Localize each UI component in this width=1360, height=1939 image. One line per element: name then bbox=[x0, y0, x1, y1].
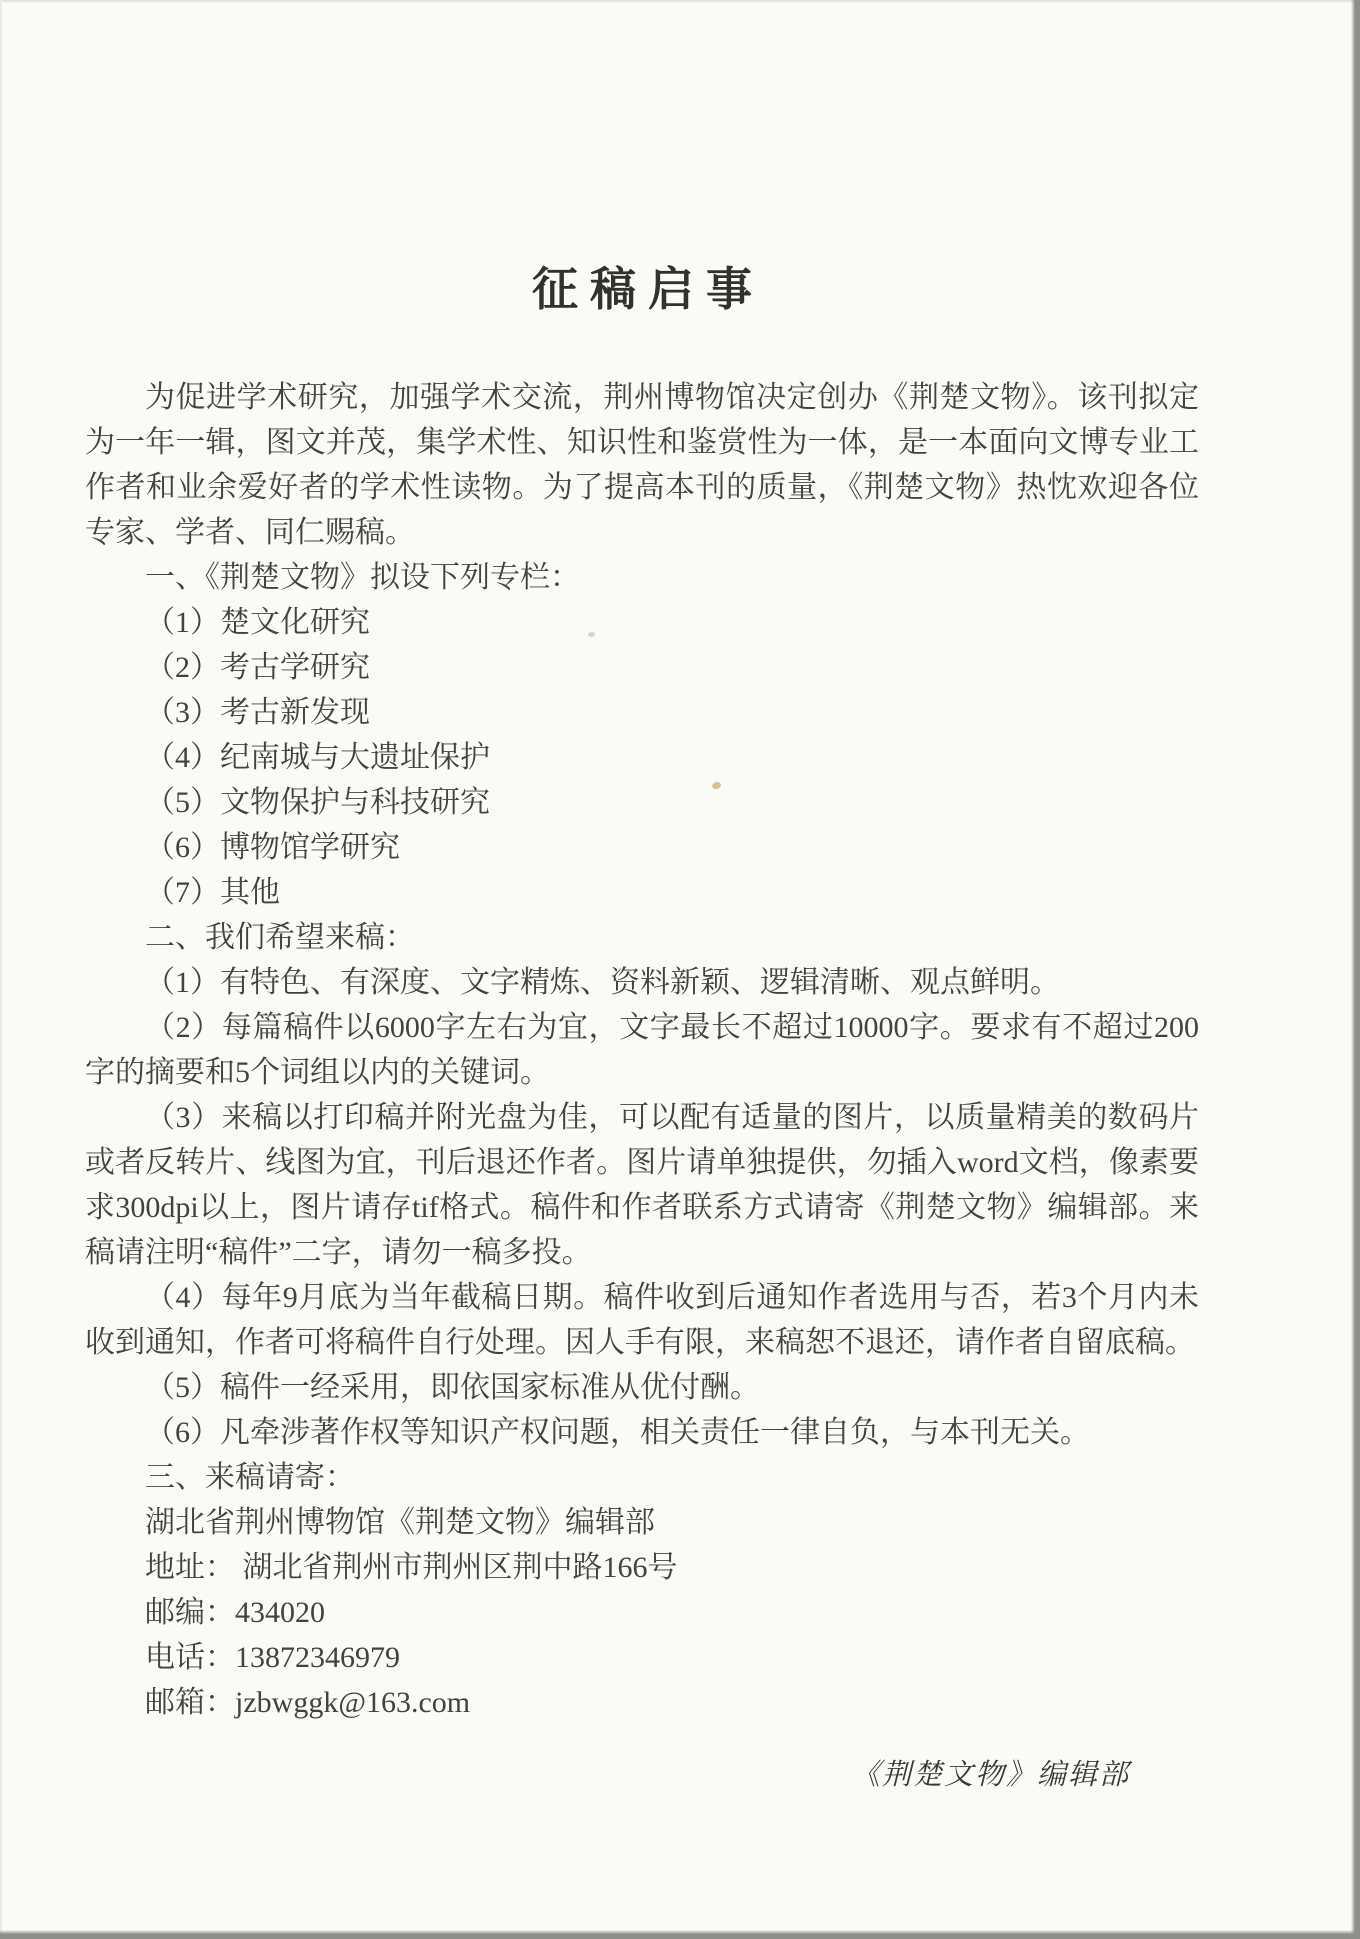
contact-line: 湖北省荆州博物馆《荆楚文物》编辑部 bbox=[145, 1506, 655, 1539]
document-body bbox=[85, 375, 1199, 1725]
scan-edge-top bbox=[0, 0, 1360, 3]
list-item: （5）稿件一经采用，即依国家标准从优付酬。 bbox=[145, 1371, 760, 1404]
list-item: （6）博物馆学研究 bbox=[145, 831, 400, 864]
list-item: （1）有特色、有深度、文字精炼、资料新颖、逻辑清晰、观点鲜明。 bbox=[145, 966, 1060, 999]
contact-line: 电话：13872346979 bbox=[145, 1641, 400, 1674]
section-heading: 三、来稿请寄： bbox=[145, 1461, 355, 1494]
list-item: （2）每篇稿件以6000字左右为宜，文字最长不超过10000字。要求有不超过200字的摘要和5个词组以内的关键词。 bbox=[85, 1011, 1199, 1089]
list-item: （4）每年9月底为当年截稿日期。稿件收到后通知作者选用与否，若3个月内未收到通知，作者可将稿件自行处理。因人手有限，来稿恕不退还，请作者自留底稿。 bbox=[85, 1281, 1199, 1359]
list-item: （1）楚文化研究 bbox=[145, 606, 370, 639]
list-item: （3）考古新发现 bbox=[145, 696, 370, 729]
list-item: （7）其他 bbox=[145, 876, 280, 909]
section-heading: 一、《荆楚文物》拟设下列专栏： bbox=[145, 561, 580, 594]
page-title: 征稿启事 bbox=[532, 264, 764, 315]
list-item: （6）凡牵涉著作权等知识产权问题，相关责任一律自负，与本刊无关。 bbox=[145, 1416, 1090, 1449]
section-heading: 二、我们希望来稿： bbox=[145, 921, 415, 954]
contact-line: 邮编：434020 bbox=[145, 1596, 325, 1629]
scan-edge-bottom bbox=[0, 1930, 1360, 1939]
list-item: （2）考古学研究 bbox=[145, 651, 370, 684]
list-item: （3）来稿以打印稿并附光盘为佳，可以配有适量的图片，以质量精美的数码片或者反转片、线图为宜，刊后退还作者。图片请单独提供，勿插入word文档，像素要求300dpi以上，图片请存tif格式。稿件和作者联系方式请寄《荆楚文物》编辑部。来稿请注明“稿件”二字，请勿一稿多投。 bbox=[85, 1101, 1199, 1269]
contact-line: 地址： 湖北省荆州市荆州区荆中路166号 bbox=[145, 1551, 678, 1584]
scan-speck bbox=[588, 632, 595, 637]
list-item: （4）纪南城与大遗址保护 bbox=[145, 741, 490, 774]
list-item: （5）文物保护与科技研究 bbox=[145, 786, 490, 819]
signature: 《荆楚文物》编辑部 bbox=[850, 1759, 1130, 1791]
scan-edge-left bbox=[0, 0, 2, 1939]
scan-edge-right bbox=[1351, 0, 1360, 1939]
contact-line: 邮箱：jzbwggk@163.com bbox=[145, 1686, 471, 1719]
paragraph-body: 为促进学术研究，加强学术交流，荆州博物馆决定创办《荆楚文物》。该刊拟定为一年一辑，图文并茂，集学术性、知识性和鉴赏性为一体，是一本面向文博专业工作者和业余爱好者的学术性读物。为了提高本刊的质量，《荆楚文物》热忱欢迎各位专家、学者、同仁赐稿。 bbox=[85, 381, 1199, 549]
